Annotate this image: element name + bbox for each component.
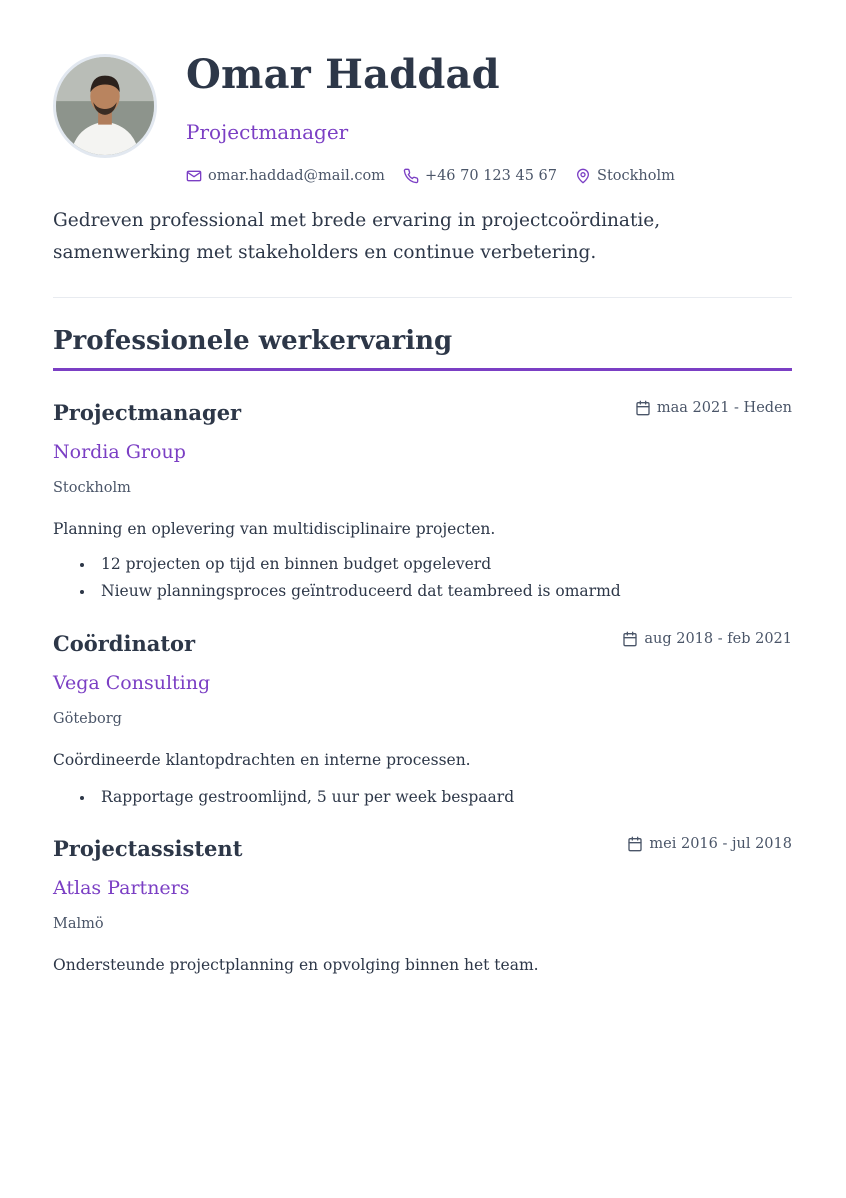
job-location: Malmö <box>53 916 104 932</box>
map-pin-icon <box>575 168 591 184</box>
job-company: Vega Consulting <box>53 672 211 694</box>
calendar-icon <box>622 631 638 647</box>
calendar-icon <box>627 836 643 852</box>
job-company: Atlas Partners <box>53 877 190 899</box>
phone-icon <box>403 168 419 184</box>
achievement-item: Rapportage gestroomlijnd, 5 uur per week bespaard <box>53 784 514 811</box>
profile-summary: Gedreven professional met brede ervaring in projectcoördinatie, samenwerking met stakeholders en continue verbetering. <box>53 210 661 263</box>
job-description: Planning en oplevering van multidisciplinaire projecten. <box>53 520 496 538</box>
job-title: Projectmanager <box>53 400 242 425</box>
profile-photo <box>53 54 157 158</box>
achievement-item: 12 projecten op tijd en binnen budget opgeleverd <box>53 551 621 578</box>
candidate-name: Omar Haddad <box>186 51 500 98</box>
contact-location <box>575 168 675 184</box>
contact-email[interactable] <box>186 168 385 184</box>
calendar-icon <box>635 400 651 416</box>
mail-icon <box>186 168 202 184</box>
contact-phone[interactable] <box>403 168 557 184</box>
section-title-underline <box>53 368 792 371</box>
job-dates-text: aug 2018 - feb 2021 <box>644 631 792 647</box>
location-text: Stockholm <box>597 168 675 184</box>
job-description: Coördineerde klantopdrachten en interne processen. <box>53 751 471 769</box>
job-company: Nordia Group <box>53 441 186 463</box>
job-location: Stockholm <box>53 480 131 496</box>
job-title: Coördinator <box>53 631 196 656</box>
job-dates-text: mei 2016 - jul 2018 <box>649 836 792 852</box>
experience-section-title: Professionele werkervaring <box>53 326 453 356</box>
header-divider <box>53 297 792 298</box>
job-title: Projectassistent <box>53 836 243 861</box>
job-location: Göteborg <box>53 711 122 727</box>
contact-info <box>186 164 693 188</box>
candidate-role: Projectmanager <box>186 120 349 144</box>
email-text: omar.haddad@mail.com <box>208 168 385 184</box>
job-dates <box>622 631 792 647</box>
job-dates-text: maa 2021 - Heden <box>656 400 792 416</box>
job-achievements <box>53 551 621 605</box>
phone-text: +46 70 123 45 67 <box>424 168 558 184</box>
achievement-item: Nieuw planningsproces geïntroduceerd dat teambreed is omarmd <box>53 578 621 605</box>
job-achievements <box>53 784 514 811</box>
job-description: Ondersteunde projectplanning en opvolging binnen het team. <box>53 956 539 974</box>
job-dates <box>627 836 792 852</box>
job-dates <box>635 400 792 416</box>
